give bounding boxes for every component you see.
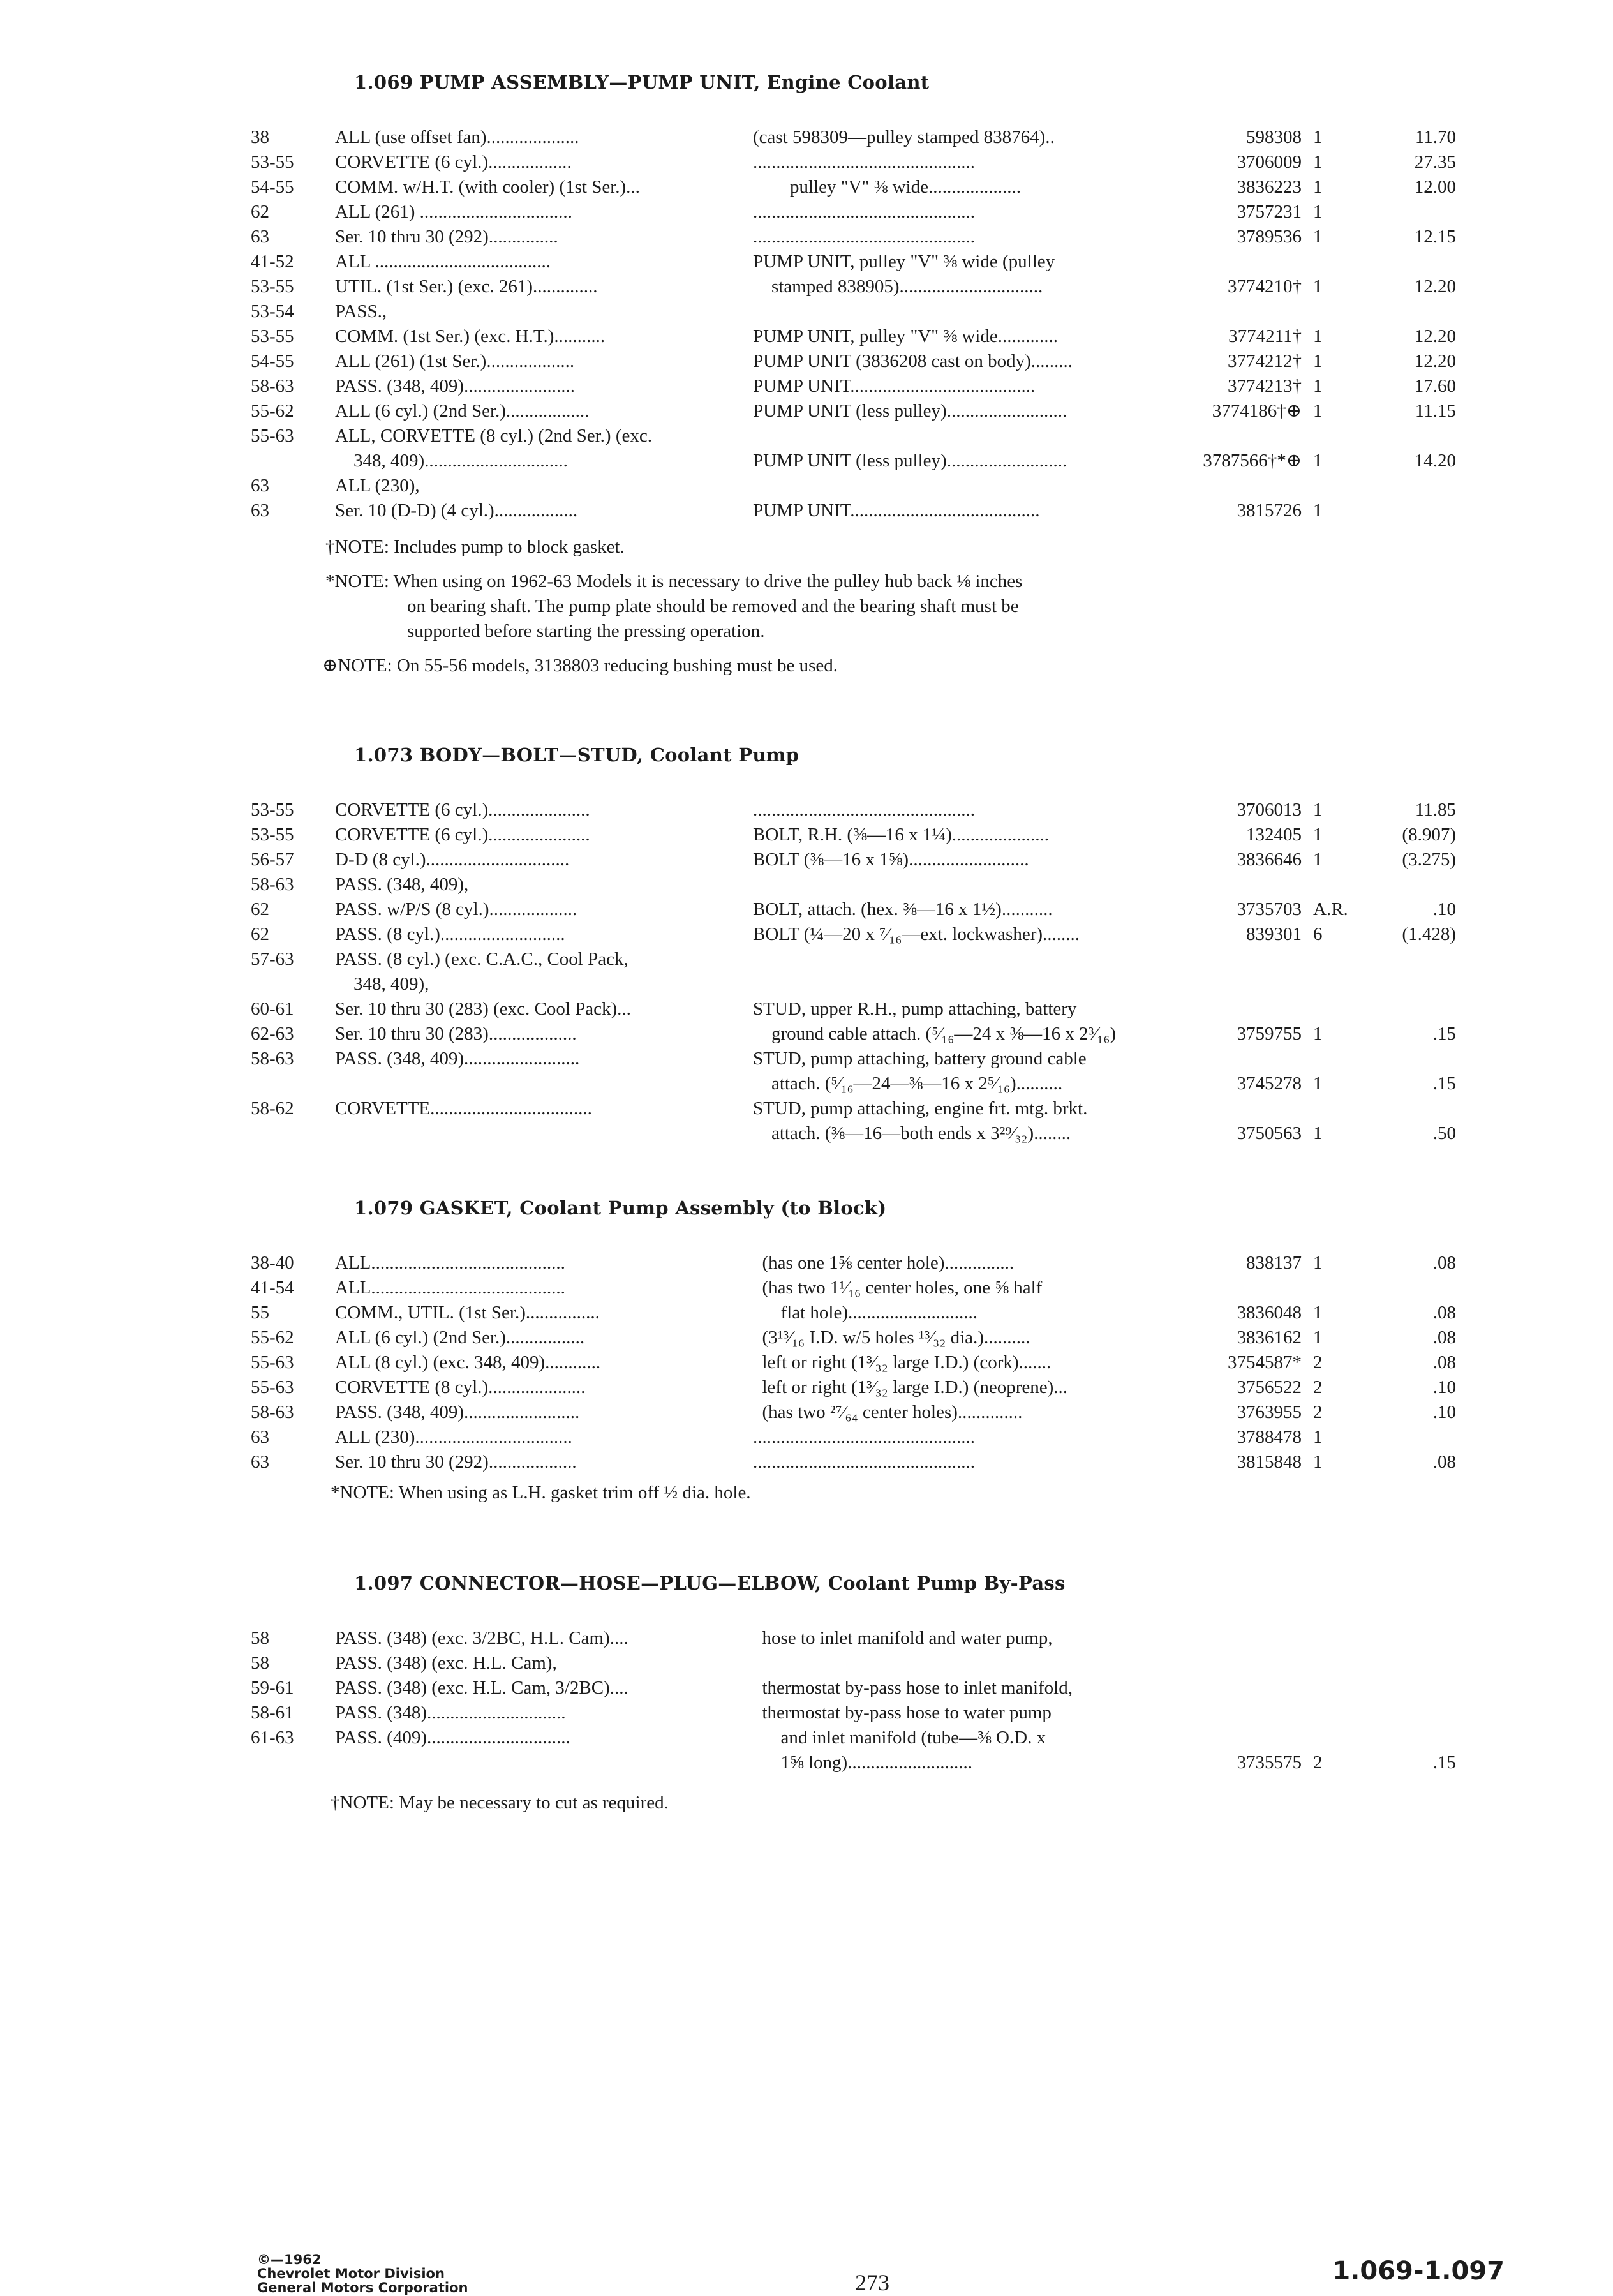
model-cell: PASS. (348).............................. (335, 1703, 566, 1723)
part-number-cell: 3706013 (1237, 800, 1302, 820)
model-cell: COMM. (1st Ser.) (exc. H.T.)........... (335, 326, 606, 347)
parts-table (0, 125, 1613, 523)
price-cell: .15 (1432, 1024, 1456, 1044)
model-cell: PASS. (348) (exc. H.L. Cam), (335, 1653, 557, 1673)
description-cell: BOLT (⅜—16 x 1⅝).......................... (753, 849, 1029, 870)
part-number-cell: 3836646 (1237, 849, 1302, 870)
model-cell: CORVETTE................................... (335, 1098, 592, 1119)
table-row (0, 449, 1613, 473)
year-cell: 55-62 (251, 401, 294, 421)
quantity-cell: 1 (1313, 1253, 1323, 1273)
year-cell: 58-61 (251, 1703, 294, 1723)
year-cell: 55-63 (251, 1352, 294, 1373)
description-cell: left or right (1³⁄₃₂ large I.D.) (cork)....... (753, 1352, 1052, 1373)
model-cell: Ser. 10 thru 30 (292)................... (335, 1452, 577, 1472)
part-number-cell: 3774211† (1228, 326, 1302, 347)
description-cell: ground cable attach. (⁵⁄₁₆—24 x ⅜—16 x 2³⁄₁₆) (753, 1024, 1117, 1044)
year-cell: 58 (251, 1653, 269, 1673)
part-number-cell: 3735575 (1237, 1752, 1302, 1773)
model-cell: PASS. w/P/S (8 cyl.)................... (335, 899, 577, 920)
price-cell: .08 (1432, 1327, 1456, 1348)
model-cell: ALL (8 cyl.) (exc. 348, 409)............ (335, 1352, 601, 1373)
quantity-cell: 1 (1313, 1327, 1323, 1348)
price-cell: 14.20 (1414, 451, 1456, 471)
quantity-cell: 1 (1313, 376, 1323, 396)
quantity-cell: 1 (1313, 1452, 1323, 1472)
quantity-cell: 2 (1313, 1752, 1323, 1773)
price-cell: .10 (1432, 899, 1456, 920)
year-cell: 53-55 (251, 326, 294, 347)
model-cell: ALL (261) ................................. (335, 202, 572, 222)
year-cell: 58-63 (251, 376, 294, 396)
model-cell: Ser. 10 thru 30 (283)................... (335, 1024, 577, 1044)
quantity-cell: 1 (1313, 824, 1323, 845)
note: ⊕NOTE: On 55-56 models, 3138803 reducing bushing must be used. (322, 655, 838, 676)
part-number-cell: 3759755 (1237, 1024, 1302, 1044)
model-cell: PASS. (409)............................... (335, 1727, 570, 1748)
year-cell: 63 (251, 1452, 269, 1472)
price-cell: (8.907) (1402, 824, 1456, 845)
year-cell: 58-63 (251, 874, 294, 895)
part-number-cell: 3774213† (1228, 376, 1302, 396)
model-cell: ALL.......................................... (335, 1253, 565, 1273)
price-cell: 11.85 (1415, 800, 1456, 820)
description-cell: attach. (⁵⁄₁₆—24—⅜—16 x 2⁵⁄₁₆).......... (753, 1073, 1063, 1094)
year-cell: 61-63 (251, 1727, 294, 1748)
table-row (0, 473, 1613, 498)
description-cell: ................................................ (753, 1452, 975, 1472)
description-cell: attach. (⅜—16—both ends x 3²⁹⁄₃₂)........ (753, 1123, 1071, 1144)
section-title: 1.073 BODY—BOLT—STUD, Coolant Pump (354, 744, 799, 766)
note-continuation: supported before starting the pressing operation. (407, 621, 765, 641)
table-row (0, 1301, 1613, 1325)
model-cell: CORVETTE (8 cyl.)..................... (335, 1377, 586, 1398)
table-row (0, 997, 1613, 1022)
year-cell: 63 (251, 475, 269, 496)
table-row (0, 250, 1613, 274)
description-cell: (3¹³⁄₁₆ I.D. w/5 holes ¹³⁄₃₂ dia.).......... (753, 1327, 1030, 1348)
table-row (0, 200, 1613, 225)
model-cell: PASS. (8 cyl.) (exc. C.A.C., Cool Pack, (335, 949, 628, 969)
quantity-cell: 2 (1313, 1352, 1323, 1373)
model-cell: PASS. (348) (exc. 3/2BC, H.L. Cam).... (335, 1628, 628, 1648)
part-number-cell: 3774212† (1228, 351, 1302, 371)
table-row (0, 1425, 1613, 1450)
year-cell: 63 (251, 1427, 269, 1447)
quantity-cell: 1 (1313, 227, 1323, 247)
quantity-cell: 1 (1313, 202, 1323, 222)
model-cell: ALL (use offset fan).................... (335, 127, 579, 147)
year-cell: 56-57 (251, 849, 294, 870)
quantity-cell: 1 (1313, 1073, 1323, 1094)
year-cell: 58-62 (251, 1098, 294, 1119)
year-cell: 53-54 (251, 301, 294, 322)
model-cell: ALL ...................................... (335, 251, 551, 272)
year-cell: 54-55 (251, 177, 294, 197)
model-cell: COMM., UTIL. (1st Ser.)................ (335, 1302, 600, 1323)
price-cell: .15 (1432, 1073, 1456, 1094)
part-number-cell: 3750563 (1237, 1123, 1302, 1144)
quantity-cell: 2 (1313, 1377, 1323, 1398)
description-cell: left or right (1³⁄₃₂ large I.D.) (neoprene)... (753, 1377, 1068, 1398)
parts-table (0, 798, 1613, 1146)
model-cell: CORVETTE (6 cyl.).................. (335, 152, 572, 172)
description-cell: ................................................ (753, 202, 975, 222)
table-row (0, 399, 1613, 424)
description-cell: PUMP UNIT, pulley "V" ⅜ wide (pulley (753, 251, 1055, 272)
price-cell: 27.35 (1414, 152, 1456, 172)
quantity-cell: 1 (1313, 1427, 1323, 1447)
year-cell: 55-63 (251, 426, 294, 446)
table-row (0, 299, 1613, 324)
model-cell: ALL, CORVETTE (8 cyl.) (2nd Ser.) (exc. (335, 426, 652, 446)
table-row (0, 1022, 1613, 1047)
year-cell: 58-63 (251, 1048, 294, 1069)
description-cell: ................................................ (753, 800, 975, 820)
part-number-cell: 839301 (1246, 924, 1302, 944)
description-cell: thermostat by-pass hose to inlet manifold, (753, 1678, 1073, 1698)
part-number-cell: 598308 (1246, 127, 1302, 147)
quantity-cell: 1 (1313, 351, 1323, 371)
model-cell: Ser. 10 thru 30 (292)............... (335, 227, 558, 247)
table-row (0, 1651, 1613, 1676)
description-cell: PUMP UNIT......................................... (753, 500, 1040, 521)
table-row (0, 1276, 1613, 1301)
year-cell: 62 (251, 899, 269, 920)
price-cell: 11.70 (1415, 127, 1456, 147)
description-cell: 1⅝ long)........................... (753, 1752, 972, 1773)
part-number-cell: 3789536 (1237, 227, 1302, 247)
table-row (0, 175, 1613, 200)
model-cell: PASS. (348) (exc. H.L. Cam, 3/2BC).... (335, 1678, 628, 1698)
year-cell: 63 (251, 500, 269, 521)
quantity-cell: 1 (1313, 152, 1323, 172)
quantity-cell: 1 (1313, 127, 1323, 147)
year-cell: 54-55 (251, 351, 294, 371)
model-cell: PASS. (348, 409), (335, 874, 469, 895)
description-cell: PUMP UNIT (less pulley).......................... (753, 451, 1067, 471)
part-number-cell: 3774210† (1228, 276, 1302, 297)
model-cell: 348, 409)............................... (335, 451, 568, 471)
description-cell: PUMP UNIT (less pulley).......................... (753, 401, 1067, 421)
quantity-cell: A.R. (1313, 899, 1348, 920)
table-row (0, 798, 1613, 823)
table-row (0, 922, 1613, 947)
model-cell: ALL (230).................................. (335, 1427, 572, 1447)
model-cell: PASS. (348, 409)......................... (335, 1402, 580, 1422)
description-cell: PUMP UNIT, pulley "V" ⅜ wide............. (753, 326, 1058, 347)
footer-publisher (257, 2253, 468, 2295)
model-cell: PASS. (348, 409)........................ (335, 376, 575, 396)
section-title: 1.069 PUMP ASSEMBLY—PUMP UNIT, Engine Coolant (354, 71, 930, 93)
table-row (0, 1071, 1613, 1096)
year-cell: 53-55 (251, 276, 294, 297)
description-cell: stamped 838905)............................... (753, 276, 1043, 297)
year-cell: 62 (251, 202, 269, 222)
description-cell: (has two 1¹⁄₁₆ center holes, one ⅝ half (753, 1278, 1043, 1298)
year-cell: 57-63 (251, 949, 294, 969)
table-row (0, 872, 1613, 897)
year-cell: 53-55 (251, 800, 294, 820)
table-row (0, 1626, 1613, 1651)
price-cell: .08 (1432, 1302, 1456, 1323)
price-cell: 17.60 (1414, 376, 1456, 396)
table-row (0, 1676, 1613, 1701)
table-row (0, 1726, 1613, 1750)
part-number-cell: 3756522 (1237, 1377, 1302, 1398)
model-cell: ALL (6 cyl.) (2nd Ser.)................. (335, 1327, 585, 1348)
quantity-cell: 1 (1313, 276, 1323, 297)
table-row (0, 324, 1613, 349)
price-cell: .08 (1432, 1253, 1456, 1273)
price-cell: (3.275) (1402, 849, 1456, 870)
description-cell: (has one 1⅝ center hole)............... (753, 1253, 1015, 1273)
price-cell: 12.20 (1414, 276, 1456, 297)
table-row (0, 847, 1613, 872)
year-cell: 53-55 (251, 824, 294, 845)
table-row (0, 274, 1613, 299)
table-row (0, 1701, 1613, 1726)
table-row (0, 1450, 1613, 1475)
price-cell: 12.20 (1414, 326, 1456, 347)
model-cell: 348, 409), (335, 974, 429, 994)
description-cell: STUD, pump attaching, battery ground cable (753, 1048, 1087, 1069)
price-cell: .10 (1432, 1377, 1456, 1398)
part-number-cell: 3815848 (1237, 1452, 1302, 1472)
part-number-cell: 3763955 (1237, 1402, 1302, 1422)
table-row (0, 1375, 1613, 1400)
year-cell: 38-40 (251, 1253, 294, 1273)
price-cell: 12.15 (1414, 227, 1456, 247)
quantity-cell: 1 (1313, 1123, 1323, 1144)
copyright: ©—1962 (257, 2252, 322, 2267)
price-cell: 11.15 (1415, 401, 1456, 421)
year-cell: 55-62 (251, 1327, 294, 1348)
table-row (0, 374, 1613, 399)
table-row (0, 225, 1613, 250)
model-cell: Ser. 10 thru 30 (283) (exc. Cool Pack)... (335, 999, 631, 1019)
table-row (0, 125, 1613, 150)
year-cell: 59-61 (251, 1678, 294, 1698)
quantity-cell: 1 (1313, 177, 1323, 197)
description-cell: PUMP UNIT........................................ (753, 376, 1036, 396)
description-cell: (cast 598309—pulley stamped 838764).. (753, 127, 1055, 147)
table-row (0, 947, 1613, 972)
model-cell: COMM. w/H.T. (with cooler) (1st Ser.)... (335, 177, 640, 197)
table-row (0, 972, 1613, 997)
year-cell: 53-55 (251, 152, 294, 172)
year-cell: 58 (251, 1628, 269, 1648)
part-number-cell: 3836162 (1237, 1327, 1302, 1348)
model-cell: PASS. (8 cyl.)........................... (335, 924, 565, 944)
table-row (0, 349, 1613, 374)
description-cell: thermostat by-pass hose to water pump (753, 1703, 1052, 1723)
part-number-cell: 838137 (1246, 1253, 1302, 1273)
model-cell: PASS., (335, 301, 387, 322)
model-cell: ALL (230), (335, 475, 420, 496)
description-cell: BOLT (¼—20 x ⁷⁄₁₆—ext. lockwasher)........ (753, 924, 1080, 944)
quantity-cell: 6 (1313, 924, 1323, 944)
description-cell: ................................................ (753, 152, 975, 172)
description-cell: PUMP UNIT (3836208 cast on body)......... (753, 351, 1073, 371)
description-cell: pulley "V" ⅜ wide.................... (753, 177, 1021, 197)
table-row (0, 150, 1613, 175)
part-number-cell: 132405 (1246, 824, 1302, 845)
part-number-cell: 3836048 (1237, 1302, 1302, 1323)
parts-table (0, 1251, 1613, 1475)
price-cell: 12.20 (1414, 351, 1456, 371)
description-cell: and inlet manifold (tube—⅜ O.D. x (753, 1727, 1046, 1748)
price-cell: .15 (1432, 1752, 1456, 1773)
description-cell: BOLT, R.H. (⅜—16 x 1¼)..................... (753, 824, 1049, 845)
quantity-cell: 1 (1313, 849, 1323, 870)
model-cell: UTIL. (1st Ser.) (exc. 261).............. (335, 276, 598, 297)
price-cell: .50 (1432, 1123, 1456, 1144)
part-number-cell: 3788478 (1237, 1427, 1302, 1447)
part-number-cell: 3815726 (1237, 500, 1302, 521)
part-number-cell: 3745278 (1237, 1073, 1302, 1094)
year-cell: 62 (251, 924, 269, 944)
description-cell: (has two ²⁷⁄₆₄ center holes).............. (753, 1402, 1023, 1422)
part-number-cell: 3754587* (1228, 1352, 1302, 1373)
year-cell: 63 (251, 227, 269, 247)
quantity-cell: 1 (1313, 500, 1323, 521)
table-row (0, 1121, 1613, 1146)
model-cell: ALL.......................................... (335, 1278, 565, 1298)
description-cell: STUD, pump attaching, engine frt. mtg. brkt. (753, 1098, 1088, 1119)
year-cell: 58-63 (251, 1402, 294, 1422)
price-cell: (1.428) (1402, 924, 1456, 944)
quantity-cell: 1 (1313, 800, 1323, 820)
part-number-cell: 3735703 (1237, 899, 1302, 920)
quantity-cell: 1 (1313, 1302, 1323, 1323)
year-cell: 41-54 (251, 1278, 294, 1298)
model-cell: ALL (261) (1st Ser.)................... (335, 351, 575, 371)
table-row (0, 498, 1613, 523)
description-cell: STUD, upper R.H., pump attaching, battery (753, 999, 1077, 1019)
year-cell: 55 (251, 1302, 269, 1323)
table-row (0, 1350, 1613, 1375)
description-cell: hose to inlet manifold and water pump, (753, 1628, 1053, 1648)
page-number: 273 (855, 2270, 889, 2295)
quantity-cell: 1 (1313, 1024, 1323, 1044)
quantity-cell: 1 (1313, 451, 1323, 471)
table-row (0, 1251, 1613, 1276)
model-cell: PASS. (348, 409)......................... (335, 1048, 580, 1069)
note-continuation: on bearing shaft. The pump plate should be removed and the bearing shaft must be (407, 596, 1019, 616)
description-cell: flat hole)............................ (753, 1302, 977, 1323)
model-cell: Ser. 10 (D-D) (4 cyl.).................. (335, 500, 578, 521)
section-title: 1.097 CONNECTOR—HOSE—PLUG—ELBOW, Coolant Pump By-Pass (354, 1572, 1066, 1594)
year-cell: 60-61 (251, 999, 294, 1019)
corporation-name: General Motors Corporation (257, 2280, 468, 2295)
table-row (0, 1096, 1613, 1121)
price-cell: .08 (1432, 1452, 1456, 1472)
year-cell: 41-52 (251, 251, 294, 272)
note: †NOTE: May be necessary to cut as required. (331, 1793, 669, 1813)
note: *NOTE: When using as L.H. gasket trim off ½ dia. hole. (331, 1482, 751, 1503)
table-row (0, 1750, 1613, 1775)
table-row (0, 1325, 1613, 1350)
table-row (0, 1047, 1613, 1071)
description-cell: ................................................ (753, 227, 975, 247)
price-cell: .08 (1432, 1352, 1456, 1373)
price-cell: .10 (1432, 1402, 1456, 1422)
description-cell: ................................................ (753, 1427, 975, 1447)
part-number-cell: 3774186†⊕ (1212, 401, 1302, 421)
year-cell: 38 (251, 127, 269, 147)
note: †NOTE: Includes pump to block gasket. (325, 537, 625, 557)
part-number-cell: 3706009 (1237, 152, 1302, 172)
note: *NOTE: When using on 1962-63 Models it is necessary to drive the pulley hub back ⅛ inches (325, 571, 1023, 592)
quantity-cell: 1 (1313, 401, 1323, 421)
part-number-cell: 3836223 (1237, 177, 1302, 197)
model-cell: CORVETTE (6 cyl.)...................... (335, 800, 590, 820)
table-row (0, 897, 1613, 922)
table-row (0, 424, 1613, 449)
price-cell: 12.00 (1414, 177, 1456, 197)
quantity-cell: 2 (1313, 1402, 1323, 1422)
part-number-cell: 3787566†*⊕ (1203, 451, 1302, 471)
year-cell: 62-63 (251, 1024, 294, 1044)
model-cell: CORVETTE (6 cyl.)...................... (335, 824, 590, 845)
model-cell: ALL (6 cyl.) (2nd Ser.).................. (335, 401, 590, 421)
quantity-cell: 1 (1313, 326, 1323, 347)
year-cell: 55-63 (251, 1377, 294, 1398)
division-name: Chevrolet Motor Division (257, 2266, 445, 2281)
table-row (0, 1400, 1613, 1425)
parts-table (0, 1626, 1613, 1775)
model-cell: D-D (8 cyl.)............................... (335, 849, 570, 870)
description-cell: BOLT, attach. (hex. ⅜—16 x 1½)........... (753, 899, 1053, 920)
section-range: 1.069-1.097 (1332, 2256, 1505, 2286)
section-title: 1.079 GASKET, Coolant Pump Assembly (to Block) (354, 1197, 887, 1219)
table-row (0, 823, 1613, 847)
part-number-cell: 3757231 (1237, 202, 1302, 222)
